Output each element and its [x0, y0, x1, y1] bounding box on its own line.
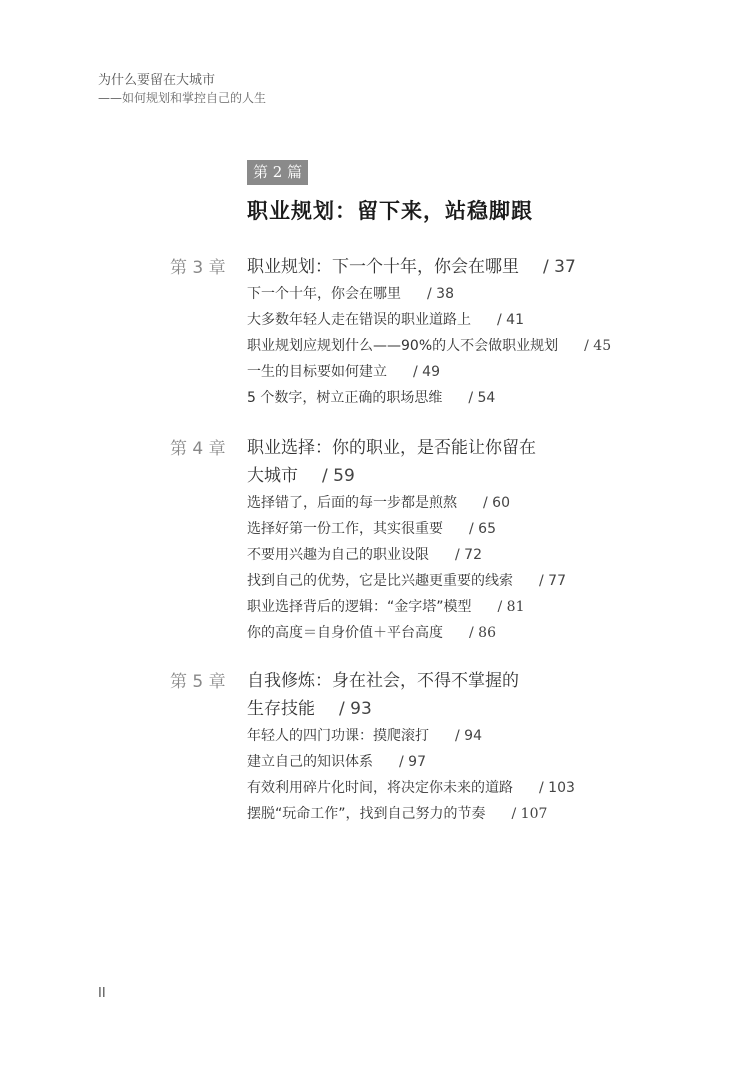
entry-title: 一生的目标要如何建立 — [247, 364, 387, 380]
part-title: 职业规划：留下来，站稳脚跟 — [247, 199, 533, 223]
entry-title: 职业选择背后的逻辑：“金字塔”模型 — [247, 599, 472, 615]
entry-title: 选择好第一份工作，其实很重要 — [247, 521, 443, 537]
toc-entry[interactable] — [247, 803, 547, 823]
entry-title: 下一个十年，你会在哪里 — [247, 286, 401, 302]
toc-entry[interactable] — [247, 596, 525, 616]
entry-title: 职业规划应规划什么——90%的人不会做职业规划 — [247, 338, 559, 354]
entry-title: 选择错了，后面的每一步都是煎熬 — [247, 495, 457, 511]
entry-page: / 49 — [413, 364, 440, 380]
toc-entry[interactable] — [247, 751, 426, 771]
toc-entry[interactable] — [247, 492, 510, 512]
toc-entry[interactable] — [247, 622, 496, 642]
entry-title: 年轻人的四门功课：摸爬滚打 — [247, 728, 429, 744]
entry-title: 大多数年轻人走在错误的职业道路上 — [247, 312, 471, 328]
chapter-page: / 93 — [339, 699, 372, 719]
entry-page: / 103 — [539, 780, 575, 796]
chapter-title[interactable] — [247, 434, 536, 490]
entry-title: 有效利用碎片化时间，将决定你未来的道路 — [247, 780, 513, 796]
entry-page: / 41 — [497, 312, 524, 328]
entry-title: 不要用兴趣为自己的职业设限 — [247, 547, 429, 563]
entry-title: 找到自己的优势，它是比兴趣更重要的线索 — [247, 573, 513, 589]
book-subtitle: ——如何规划和掌控自己的人生 — [98, 91, 267, 105]
chapter-title-text: 职业规划：下一个十年，你会在哪里 — [247, 257, 519, 277]
toc-entry[interactable] — [247, 570, 566, 590]
chapter-title-text: 生存技能 — [247, 699, 315, 719]
chapter-number: 第 4 章 — [170, 439, 226, 459]
chapter-title-text: 自我修炼：身在社会，不得不掌握的 — [247, 671, 519, 691]
entry-page: / 54 — [468, 390, 496, 406]
chapter-title-text: 职业选择：你的职业，是否能让你留在 — [247, 438, 536, 458]
toc-entry[interactable] — [247, 387, 495, 407]
chapter-page: / 37 — [543, 257, 576, 277]
toc-entry[interactable] — [247, 544, 482, 564]
entry-title: 5 个数字，树立正确的职场思维 — [247, 390, 443, 406]
toc-entry[interactable] — [247, 518, 496, 538]
entry-page: / 65 — [469, 521, 496, 537]
toc-entry[interactable] — [247, 283, 454, 303]
page-number: II — [98, 986, 106, 1001]
book-title: 为什么要留在大城市 — [98, 73, 216, 88]
chapter-number: 第 5 章 — [170, 672, 226, 692]
chapter-title[interactable] — [247, 253, 576, 281]
chapter-title[interactable] — [247, 667, 519, 723]
entry-title: 你的高度＝自身价值＋平台高度 — [247, 625, 443, 641]
entry-page: / 81 — [497, 599, 525, 615]
running-header — [98, 72, 266, 107]
entry-page: / 97 — [399, 754, 426, 770]
toc-entry[interactable] — [247, 361, 440, 381]
chapter-page: / 59 — [322, 466, 355, 486]
entry-page: / 86 — [469, 625, 496, 641]
entry-title: 建立自己的知识体系 — [247, 754, 373, 770]
entry-page: / 38 — [427, 286, 454, 302]
entry-page: / 77 — [539, 573, 566, 589]
toc-entry[interactable] — [247, 335, 611, 355]
part-label: 第 2 篇 — [247, 160, 308, 185]
entry-page: / 45 — [584, 338, 612, 354]
entry-page: / 107 — [511, 806, 548, 822]
entry-page: / 94 — [455, 728, 482, 744]
entry-page: / 72 — [455, 547, 482, 563]
entry-title: 摆脱“玩命工作”，找到自己努力的节奏 — [247, 806, 486, 822]
entry-page: / 60 — [483, 495, 510, 511]
toc-entry[interactable] — [247, 309, 524, 329]
toc-entry[interactable] — [247, 777, 575, 797]
toc-entry[interactable] — [247, 725, 482, 745]
chapter-title-text: 大城市 — [247, 466, 298, 486]
chapter-number: 第 3 章 — [170, 258, 226, 278]
